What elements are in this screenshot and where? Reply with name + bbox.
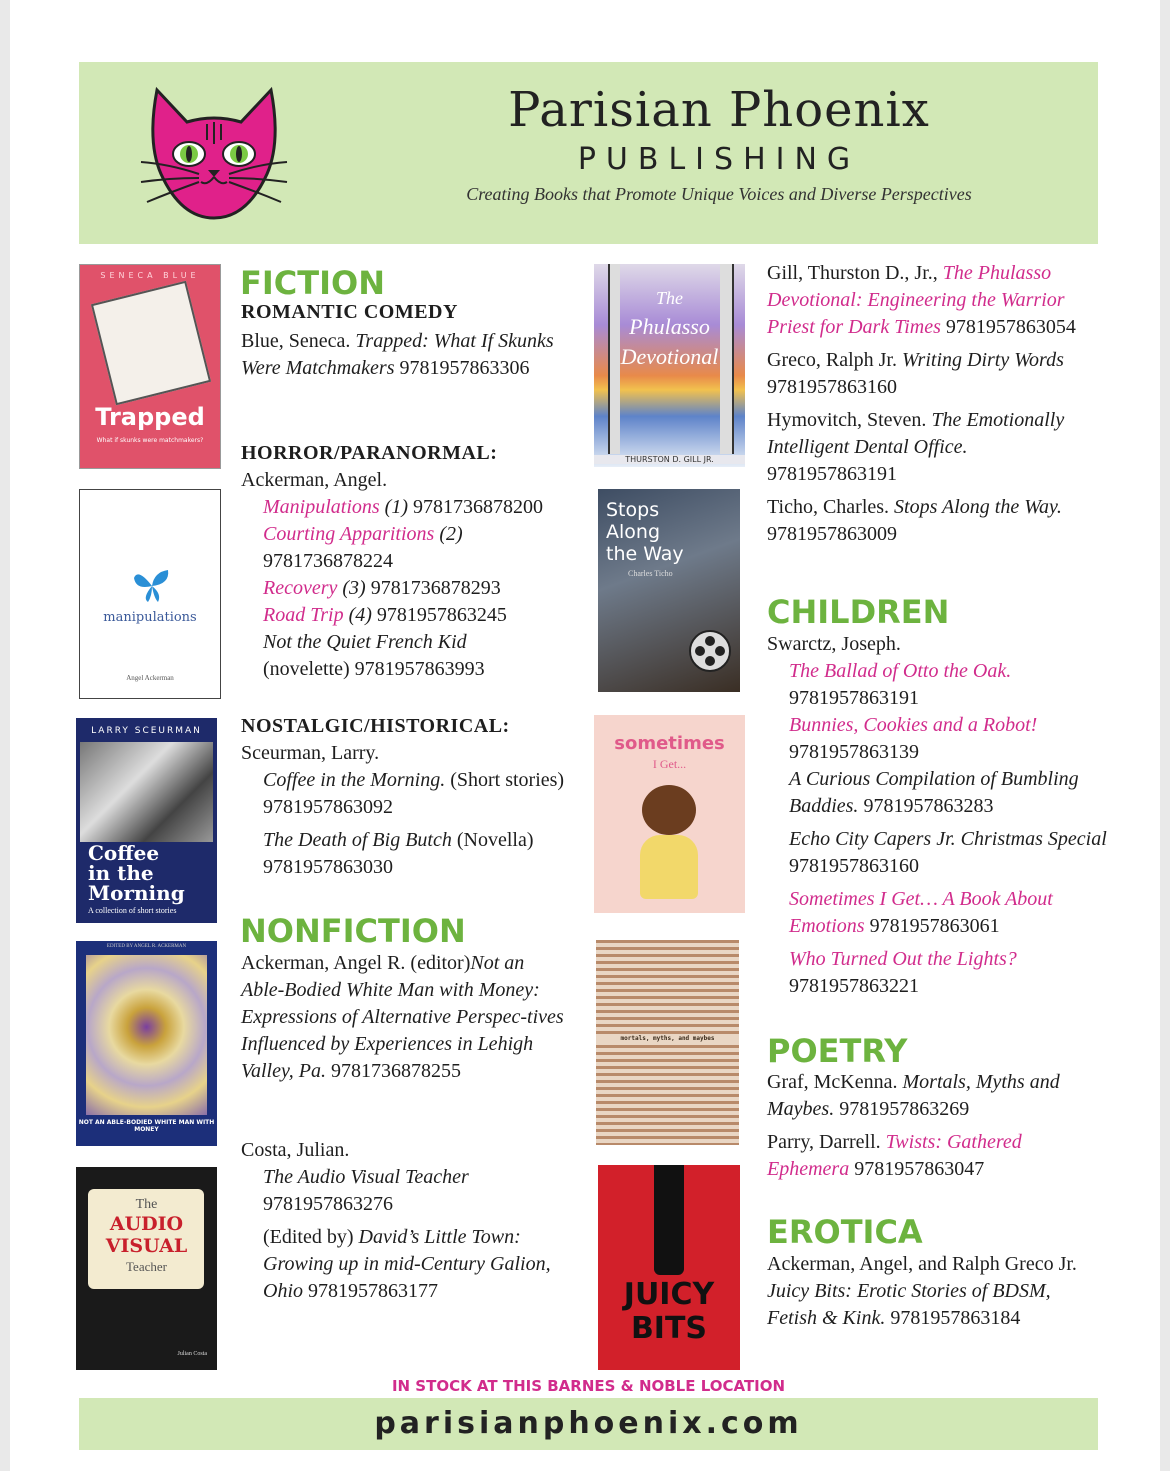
horror-b2-title[interactable]: Courting Apparitions: [263, 523, 435, 545]
cover-line1: Stops: [606, 499, 660, 521]
c4-title: Echo City Capers Jr. Christmas Special: [789, 828, 1107, 850]
r3-author: Hymovitch, Steven.: [767, 409, 927, 431]
p1-author: Graf, McKenna.: [767, 1071, 898, 1093]
cover-subtitle: What if skunks were matchmakers?: [96, 437, 204, 444]
cover-editor: EDITED BY ANGEL R. ACKERMAN: [106, 944, 187, 949]
c2-isbn: 9781957863139: [789, 741, 919, 763]
nostalgic-b2-title: The Death of Big Butch: [263, 829, 452, 851]
cover-line1: The: [135, 1197, 158, 1212]
nostalgic-b2-isbn: 9781957863030: [263, 856, 393, 878]
cover-mortals-myths-maybes: [596, 940, 739, 1145]
page-frame-left: [0, 0, 10, 1471]
cover-able-bodied: [76, 941, 217, 1146]
c6-isbn: 9781957863221: [789, 975, 919, 997]
c2-title[interactable]: Bunnies, Cookies and a Robot!: [789, 714, 1038, 736]
in-stock-notice: IN STOCK AT THIS BARNES & NOBLE LOCATION: [391, 1377, 786, 1395]
horror-b2-isbn: 9781736878224: [263, 550, 393, 572]
cover-line1: The: [656, 288, 683, 308]
children-author: Swarctz, Joseph.: [767, 633, 901, 655]
cover-line3: Devotional: [620, 344, 719, 369]
brand-block: [369, 80, 1069, 205]
cover-sometimes-i-get: [594, 715, 745, 913]
nf2-b2-title: David’s Little Town: Growing up in mid-Century Galion, Ohio: [263, 1226, 551, 1302]
horror-heading: HORROR/PARANORMAL:: [241, 442, 498, 464]
poetry-heading: POETRY: [767, 1032, 908, 1070]
horror-b3-num: (3): [342, 577, 366, 599]
romcom-heading: ROMANTIC COMEDY: [241, 301, 458, 323]
e1-isbn: 9781957863184: [890, 1307, 1021, 1329]
c1-isbn: 9781957863191: [789, 687, 919, 709]
nf2-b1-title: The Audio Visual Teacher: [263, 1166, 469, 1188]
nostalgic-b1-title: Coffee in the Morning.: [263, 769, 446, 791]
website-url[interactable]: parisianphoenix.com: [374, 1406, 803, 1441]
header-banner: [79, 62, 1098, 244]
e1-title: Juicy Bits: Erotic Stories of BDSM, Fetish & Kink.: [767, 1280, 1051, 1329]
brand-name: Parisian Phoenix: [508, 82, 930, 138]
footer-banner: [79, 1398, 1098, 1450]
nostalgic-entries: [241, 740, 581, 881]
romcom-entry: [241, 328, 581, 382]
cover-title: mortals, myths, and maybes: [596, 1035, 739, 1042]
nf1-title: Not an Able-Bodied White Man with Money: Expressions of Alternative Perspec-tives Influenced by Experiences in Lehigh Valley, Pa.: [241, 952, 564, 1082]
cover-line2: AUDIO: [109, 1213, 184, 1235]
nf1-isbn: 9781736878255: [330, 1060, 461, 1082]
nf1-author: Ackerman, Angel R. (editor): [241, 952, 471, 974]
nf2-b1-isbn: 9781957863276: [263, 1193, 393, 1215]
c5-title[interactable]: Sometimes I Get… A Book About Emotions: [789, 888, 1053, 937]
r3-title: The Emotionally Intelligent Dental Office.: [767, 409, 1065, 458]
r4-isbn: 9781957863009: [767, 523, 897, 545]
nonfiction-entry-2: [241, 1137, 571, 1305]
c5-isbn: 9781957863061: [869, 915, 1000, 937]
fiction-heading: FICTION: [240, 264, 385, 302]
nf2-author: Costa, Julian.: [241, 1139, 350, 1161]
abstract-painting: [86, 955, 207, 1115]
cover-title: sometimes: [614, 733, 725, 754]
poetry-entries: [767, 1069, 1107, 1183]
cat-logo-icon: [139, 82, 289, 222]
cover-title-line3: Morning: [88, 881, 185, 905]
horror-b4-isbn: 9781957863245: [376, 604, 507, 626]
cover-author: Angel Ackerman: [126, 674, 174, 682]
horror-b4-num: (4): [348, 604, 372, 626]
nonfiction-heading: NONFICTION: [240, 912, 466, 950]
children-heading: CHILDREN: [767, 593, 950, 631]
horror-b2-num: (2): [439, 523, 463, 545]
cover-author: Charles Ticho: [628, 569, 673, 578]
erotica-heading: EROTICA: [767, 1213, 923, 1251]
cover-line2: Along: [606, 521, 661, 543]
c4-isbn: 9781957863160: [789, 855, 919, 877]
romcom-author: Blue, Seneca.: [241, 330, 351, 352]
boot-silhouette: [654, 1165, 684, 1275]
horror-entries: [241, 467, 581, 683]
cover-title: manipulations: [103, 610, 197, 625]
cover-title-line1: Coffee: [88, 841, 160, 865]
street-photo: [80, 742, 213, 842]
cover-author: LARRY SCEURMAN: [91, 726, 202, 736]
brand-subtitle: PUBLISHING: [577, 142, 861, 177]
c1-title[interactable]: The Ballad of Otto the Oak.: [789, 660, 1012, 682]
right-entries-top: [767, 260, 1107, 548]
cover-manipulations: [79, 489, 221, 699]
nostalgic-b2-note: (Novella): [456, 829, 534, 851]
cover-author: SENECA BLUE: [100, 271, 200, 280]
r2-title: Writing Dirty Words: [901, 349, 1064, 371]
nostalgic-b1-isbn: 9781957863092: [263, 796, 393, 818]
notebook-illustration: [91, 281, 211, 406]
horror-b4-title[interactable]: Road Trip: [263, 604, 344, 626]
horror-author: Ackerman, Angel.: [241, 469, 388, 491]
cover-juicy-bits: [598, 1165, 740, 1370]
p2-author: Parry, Darrell.: [767, 1131, 881, 1153]
nostalgic-author: Sceurman, Larry.: [241, 742, 380, 764]
nonfiction-entry-1: [241, 950, 566, 1085]
cover-line2: BITS: [630, 1311, 708, 1346]
c3-isbn: 9781957863283: [863, 795, 994, 817]
horror-b5-note: (novelette): [263, 658, 350, 680]
r3-isbn: 9781957863191: [767, 463, 897, 485]
cover-line3: the Way: [606, 543, 684, 565]
r1-author: Gill, Thurston D., Jr.,: [767, 262, 938, 284]
r1-isbn: 9781957863054: [945, 316, 1076, 338]
nostalgic-b1-note: (Short stories): [450, 769, 565, 791]
cover-author: THURSTON D. GILL JR.: [594, 455, 745, 464]
r2-isbn: 9781957863160: [767, 376, 897, 398]
cover-phulasso-devotional: [594, 264, 745, 467]
brand-tagline: Creating Books that Promote Unique Voices and Diverse Perspectives: [466, 184, 972, 204]
cover-author: Julian Costa: [177, 1351, 207, 1357]
p1-isbn: 9781957863269: [839, 1098, 970, 1120]
cover-line2: Phulasso: [629, 314, 710, 339]
cover-subtitle: A collection of short stories: [88, 906, 177, 915]
p1-title: Mortals, Myths and Maybes.: [767, 1071, 1060, 1120]
nostalgic-heading: NOSTALGIC/HISTORICAL:: [241, 715, 510, 737]
cover-coffee-in-the-morning: [76, 718, 217, 923]
p2-title[interactable]: Twists: Gathered Ephemera: [767, 1131, 1022, 1180]
butterfly-icon: [132, 568, 172, 604]
children-entries: [767, 631, 1112, 1000]
nf2-b2-isbn: 9781957863177: [308, 1280, 438, 1302]
film-reel-icon: [688, 629, 732, 673]
page-frame-right: [1160, 0, 1170, 1471]
horror-b3-title[interactable]: Recovery: [263, 577, 338, 599]
cover-audio-visual-teacher: [76, 1167, 217, 1370]
girl-head: [642, 785, 696, 835]
e1-author: Ackerman, Angel, and Ralph Greco Jr.: [767, 1253, 1077, 1275]
erotica-entry: [767, 1251, 1102, 1332]
c6-title[interactable]: Who Turned Out the Lights?: [789, 948, 1017, 970]
cover-title: NOT AN ABLE-BODIED WHITE MAN WITH MONEY: [78, 1119, 215, 1133]
r4-title: Stops Along the Way.: [894, 496, 1062, 518]
horror-b5-isbn: 9781957863993: [354, 658, 485, 680]
cover-line4: Teacher: [126, 1259, 167, 1274]
r4-author: Ticho, Charles.: [767, 496, 890, 518]
r2-author: Greco, Ralph Jr.: [767, 349, 897, 371]
nf2-b2-prefix: (Edited by): [263, 1226, 354, 1248]
cover-subtitle: I Get...: [652, 757, 687, 771]
romcom-title: Trapped: What If Skunks Were Matchmakers: [241, 330, 554, 379]
horror-b1-num: (1): [384, 496, 408, 518]
c3-title: A Curious Compilation of Bumbling Baddies.: [789, 768, 1079, 817]
cover-stops-along-the-way: [598, 489, 740, 692]
horror-b3-isbn: 9781736878293: [370, 577, 501, 599]
cover-title-line2: in the: [88, 861, 154, 885]
cover-title: Trapped: [95, 403, 205, 431]
p2-isbn: 9781957863047: [854, 1158, 985, 1180]
horror-b5-title: Not the Quiet French Kid: [263, 631, 467, 653]
horror-b1-isbn: 9781736878200: [413, 496, 543, 518]
girl-dress: [640, 835, 698, 899]
r1-title[interactable]: The Phulasso Devotional: Engineering the Warrior Priest for Dark Times: [767, 262, 1065, 338]
horror-b1-title[interactable]: Manipulations: [263, 496, 380, 518]
cover-trapped: [79, 264, 221, 469]
romcom-isbn: 9781957863306: [399, 357, 530, 379]
cover-line1: JUICY: [623, 1277, 715, 1312]
cover-line3: VISUAL: [105, 1235, 188, 1257]
